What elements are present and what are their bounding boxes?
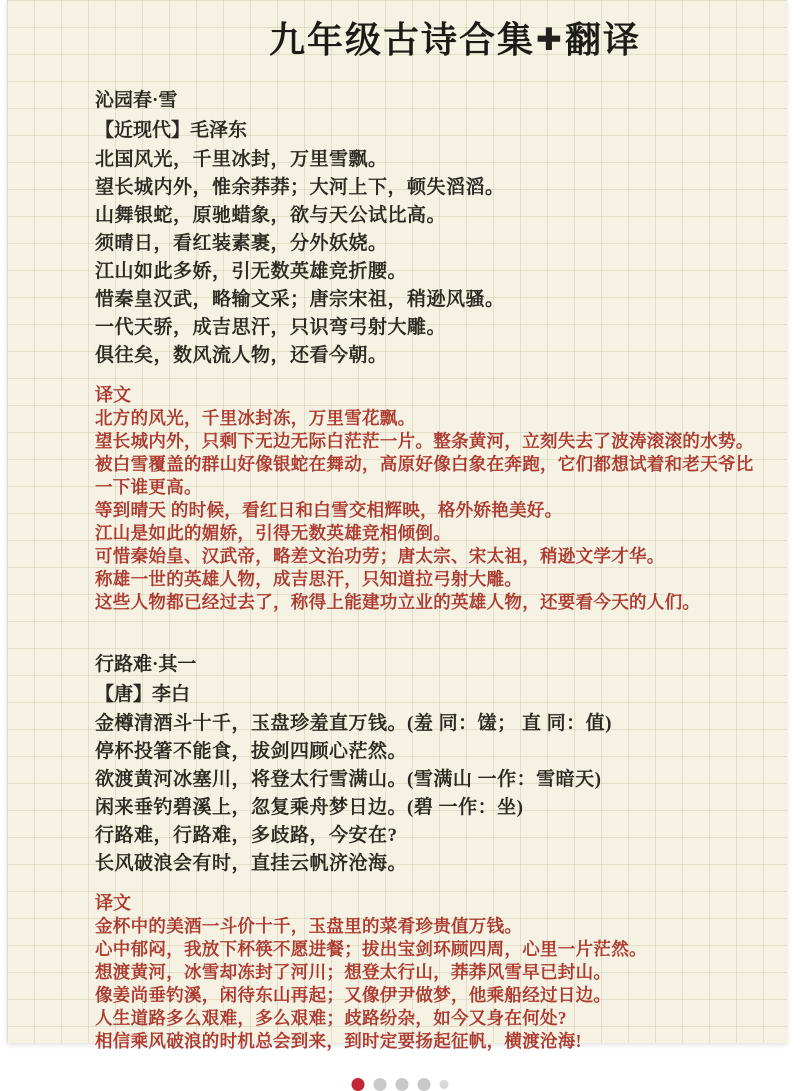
translation-line: 可惜秦始皇、汉武帝，略差文治功劳；唐太宗、宋太祖，稍逊文学才华。 bbox=[95, 546, 665, 566]
pagination-dots bbox=[352, 1078, 449, 1091]
translation-line: 北方的风光，千里冰封冻，万里雪花飘。 bbox=[95, 408, 416, 428]
grid-paper-page bbox=[7, 0, 787, 1051]
pagination-dot-3[interactable] bbox=[396, 1078, 409, 1091]
translation-label: 译文 bbox=[95, 385, 131, 405]
poem-line: 停杯投箸不能食，拔剑四顾心茫然。 bbox=[95, 741, 408, 762]
translation-line: 称雄一世的英雄人物，成吉思汗，只知道拉弓射大雕。 bbox=[95, 569, 523, 589]
poem-line: 山舞银蛇，原驰蜡象，欲与天公试比高。 bbox=[95, 205, 447, 226]
poem-section bbox=[95, 650, 757, 1053]
translation-line: 心中郁闷，我放下杯筷不愿进餐；拔出宝剑环顾四周，心里一片茫然。 bbox=[95, 939, 647, 959]
plus-icon: ✚ bbox=[536, 22, 564, 58]
translation-line: 等到晴天 的时候，看红日和白雪交相辉映，格外娇艳美好。 bbox=[95, 500, 563, 520]
poem-line: 望长城内外，惟余莽莽；大河上下，顿失滔滔。 bbox=[95, 177, 505, 198]
pagination-dot-4[interactable] bbox=[418, 1078, 431, 1091]
translation-line: 被白雪覆盖的群山好像银蛇在舞动，高原好像白象在奔跑，它们都想试着和老天爷比一下谁更高。 bbox=[95, 454, 754, 497]
poem-line: 行路难，行路难，多歧路，今安在? bbox=[95, 825, 398, 846]
poem-author: 【近现代】毛泽东 bbox=[95, 120, 248, 141]
poem-line: 金樽清酒斗十千，玉盘珍羞直万钱。(羞 同：馐； 直 同：值) bbox=[95, 713, 612, 734]
poem-line: 江山如此多娇，引无数英雄竞折腰。 bbox=[95, 261, 408, 282]
poem-line: 一代天骄，成吉思汗，只识弯弓射大雕。 bbox=[95, 317, 447, 338]
poems bbox=[95, 86, 757, 1053]
poem-line: 惜秦皇汉武，略输文采；唐宗宋祖，稍逊风骚。 bbox=[95, 289, 505, 310]
poem-line: 闲来垂钓碧溪上，忽复乘舟梦日边。(碧 一作：坐) bbox=[95, 797, 524, 818]
translation-line: 这些人物都已经过去了，称得上能建功立业的英雄人物，还要看今天的人们。 bbox=[95, 592, 701, 612]
poem-line: 长风破浪会有时，直挂云帆济沧海。 bbox=[95, 853, 408, 874]
title-row bbox=[65, 18, 800, 62]
translation-line: 望长城内外，只剩下无边无际白茫茫一片。整条黄河，立刻失去了波涛滚滚的水势。 bbox=[95, 431, 754, 451]
pagination-dot-2[interactable] bbox=[374, 1078, 387, 1091]
translation-label: 译文 bbox=[95, 893, 131, 913]
poem-line: 俱往矣，数风流人物，还看今朝。 bbox=[95, 345, 388, 366]
page-title-text: 九年级古诗合集 bbox=[268, 20, 535, 60]
translation-line: 江山是如此的媚娇，引得无数英雄竞相倾倒。 bbox=[95, 523, 451, 543]
poem-section bbox=[95, 86, 757, 614]
translation-line: 想渡黄河，冰雪却冻封了河川；想登太行山，莽莽风雪早已封山。 bbox=[95, 962, 612, 982]
poem-title: 行路难·其一 bbox=[95, 654, 197, 675]
translation-line: 相信乘风破浪的时机总会到来，到时定要扬起征帆，横渡沧海! bbox=[95, 1031, 582, 1051]
translation-line: 像姜尚垂钓溪，闲待东山再起；又像伊尹做梦，他乘船经过日边。 bbox=[95, 985, 612, 1005]
page-title bbox=[65, 18, 800, 62]
poem-author: 【唐】李白 bbox=[95, 684, 191, 705]
poem-line: 欲渡黄河冰塞川，将登太行雪满山。(雪满山 一作：雪暗天) bbox=[95, 769, 602, 790]
poem-line: 须晴日，看红装素裹，分外妖娆。 bbox=[95, 233, 388, 254]
pagination-dot-1[interactable] bbox=[352, 1078, 365, 1091]
page-title-suffix: 翻译 bbox=[564, 20, 641, 60]
poem-title: 沁园春·雪 bbox=[95, 90, 178, 111]
translation-line: 金杯中的美酒一斗价十千，玉盘里的菜肴珍贵值万钱。 bbox=[95, 916, 523, 936]
pagination-dot-5[interactable] bbox=[440, 1080, 449, 1089]
poem-line: 北国风光，千里冰封，万里雪飘。 bbox=[95, 149, 388, 170]
translation-line: 人生道路多么艰难，多么艰难；歧路纷杂，如今又身在何处? bbox=[95, 1008, 567, 1028]
